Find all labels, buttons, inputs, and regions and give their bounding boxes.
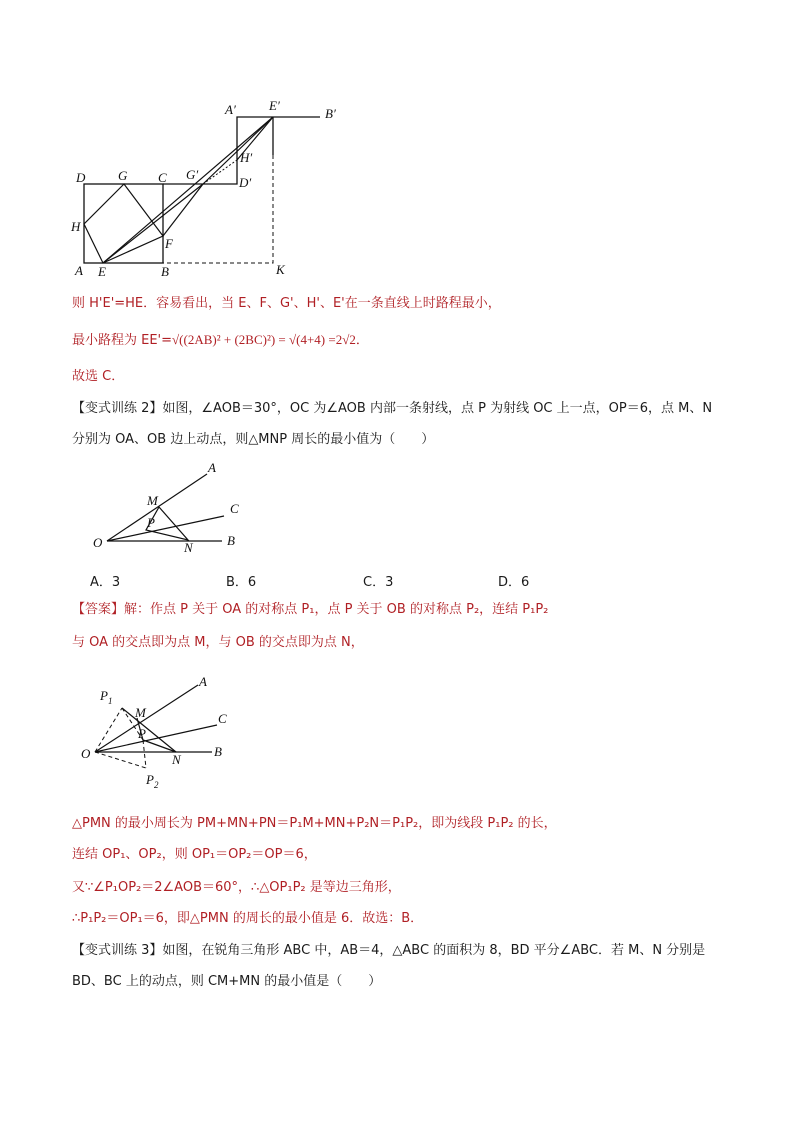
problem2-line-1: 【变式训练 2】如图，∠AOB＝30°，OC 为∠AOB 内部一条射线，点 P 为射线 OC 上一点，OP＝6，点 M、N	[72, 401, 713, 416]
label-c: C	[218, 711, 227, 726]
option-d[interactable]: D．6	[498, 575, 530, 590]
problem2-line-2: 分别为 OA、OB 边上动点，则△MNP 周长的最小值为（ ）	[72, 432, 435, 447]
label-n: N	[184, 540, 193, 555]
label-m: M	[147, 493, 158, 508]
label-b: B	[161, 264, 169, 279]
line-p1-n	[122, 708, 176, 752]
dashed-p-p2	[143, 740, 146, 768]
dashed-o-p2	[95, 752, 146, 768]
symmetric-points-figure	[75, 670, 245, 795]
solution-line-2: 连结 OP₁、OP₂，则 OP₁＝OP₂＝OP＝6，	[72, 847, 317, 862]
label-a: A	[199, 674, 207, 689]
label-p1: $P_1$	[100, 688, 113, 706]
min-path-suffix: ．	[355, 333, 369, 348]
option-b[interactable]: B．6	[226, 575, 257, 590]
text-line-3: 故选 C．	[72, 369, 125, 384]
solution-line-4: ∴P₁P₂＝OP₁＝6，即△PMN 的周长的最小值是 6．故选：B．	[72, 911, 424, 926]
label-o: O	[93, 535, 103, 550]
label-p: P	[147, 515, 155, 530]
label-a: A	[208, 460, 216, 475]
square-abcd	[84, 184, 163, 263]
label-d: D	[76, 170, 86, 185]
min-path-formula: √((2AB)² + (2BC)²) = √(4+4) =2√2	[172, 332, 356, 347]
problem3-line-2: BD、BC 上的动点，则 CM+MN 的最小值是（ ）	[72, 974, 382, 989]
solution-line-3: 又∵∠P₁OP₂＝2∠AOB＝60°，∴△OP₁P₂ 是等边三角形，	[72, 880, 401, 895]
label-f: F	[165, 236, 173, 251]
option-a[interactable]: A．3	[90, 575, 121, 590]
label-b: B	[214, 744, 222, 759]
ray-oc	[107, 516, 224, 541]
label-m: M	[135, 705, 146, 720]
angle-aob-figure	[85, 458, 255, 563]
dashed-extension-k	[163, 155, 273, 263]
label-n: N	[172, 752, 181, 767]
answer-line-2: 与 OA 的交点即为点 M，与 OB 的交点即为点 N，	[72, 635, 364, 650]
label-c: C	[230, 501, 239, 516]
label-g-prime: G′	[186, 167, 199, 182]
label-b-prime: B′	[325, 106, 336, 121]
step-cd-prime	[163, 117, 273, 184]
label-e: E	[98, 264, 106, 279]
line-g-prime-e-prime	[203, 117, 273, 184]
text-line-1: 则 H'E'=HE．容易看出，当 E、F、G'、H'、E'在一条直线上时路程最小，	[72, 296, 501, 311]
label-h: H	[71, 219, 81, 234]
label-p: P	[138, 726, 146, 741]
inner-quadrilateral	[84, 184, 163, 263]
label-h-prime: H′	[240, 150, 253, 165]
label-a-prime: A′	[225, 102, 236, 117]
dashed-o-p1	[95, 708, 122, 752]
line-f-g-prime	[163, 184, 203, 236]
line-p-n	[143, 740, 176, 752]
option-c[interactable]: C．3	[363, 575, 394, 590]
label-d-prime: D′	[239, 175, 252, 190]
label-p2: $P_2$	[146, 772, 159, 790]
line-e-g-prime	[103, 184, 203, 263]
ray-oc	[95, 725, 217, 752]
label-a: A	[75, 263, 83, 278]
label-e-prime: E′	[269, 98, 280, 113]
label-o: O	[81, 746, 91, 761]
label-g: G	[118, 168, 128, 183]
label-c: C	[158, 170, 167, 185]
min-path-label: 最小路程为 EE'=	[72, 333, 173, 348]
text-line-2	[72, 331, 369, 350]
answer-line-1: 【答案】解：作点 P 关于 OA 的对称点 P₁，点 P 关于 OB 的对称点 P₂，连结 P₁P₂	[72, 602, 549, 617]
label-b: B	[227, 533, 235, 548]
reflection-path-figure	[60, 95, 360, 280]
solution-line-1: △PMN 的最小周长为 PM+MN+PN＝P₁M+MN+P₂N＝P₁P₂，即为线段 P₁P₂ 的长，	[72, 816, 557, 831]
label-k: K	[276, 262, 285, 277]
problem3-line-1: 【变式训练 3】如图，在锐角三角形 ABC 中，AB＝4，△ABC 的面积为 8，BD 平分∠ABC．若 M、N 分别是	[72, 943, 706, 958]
